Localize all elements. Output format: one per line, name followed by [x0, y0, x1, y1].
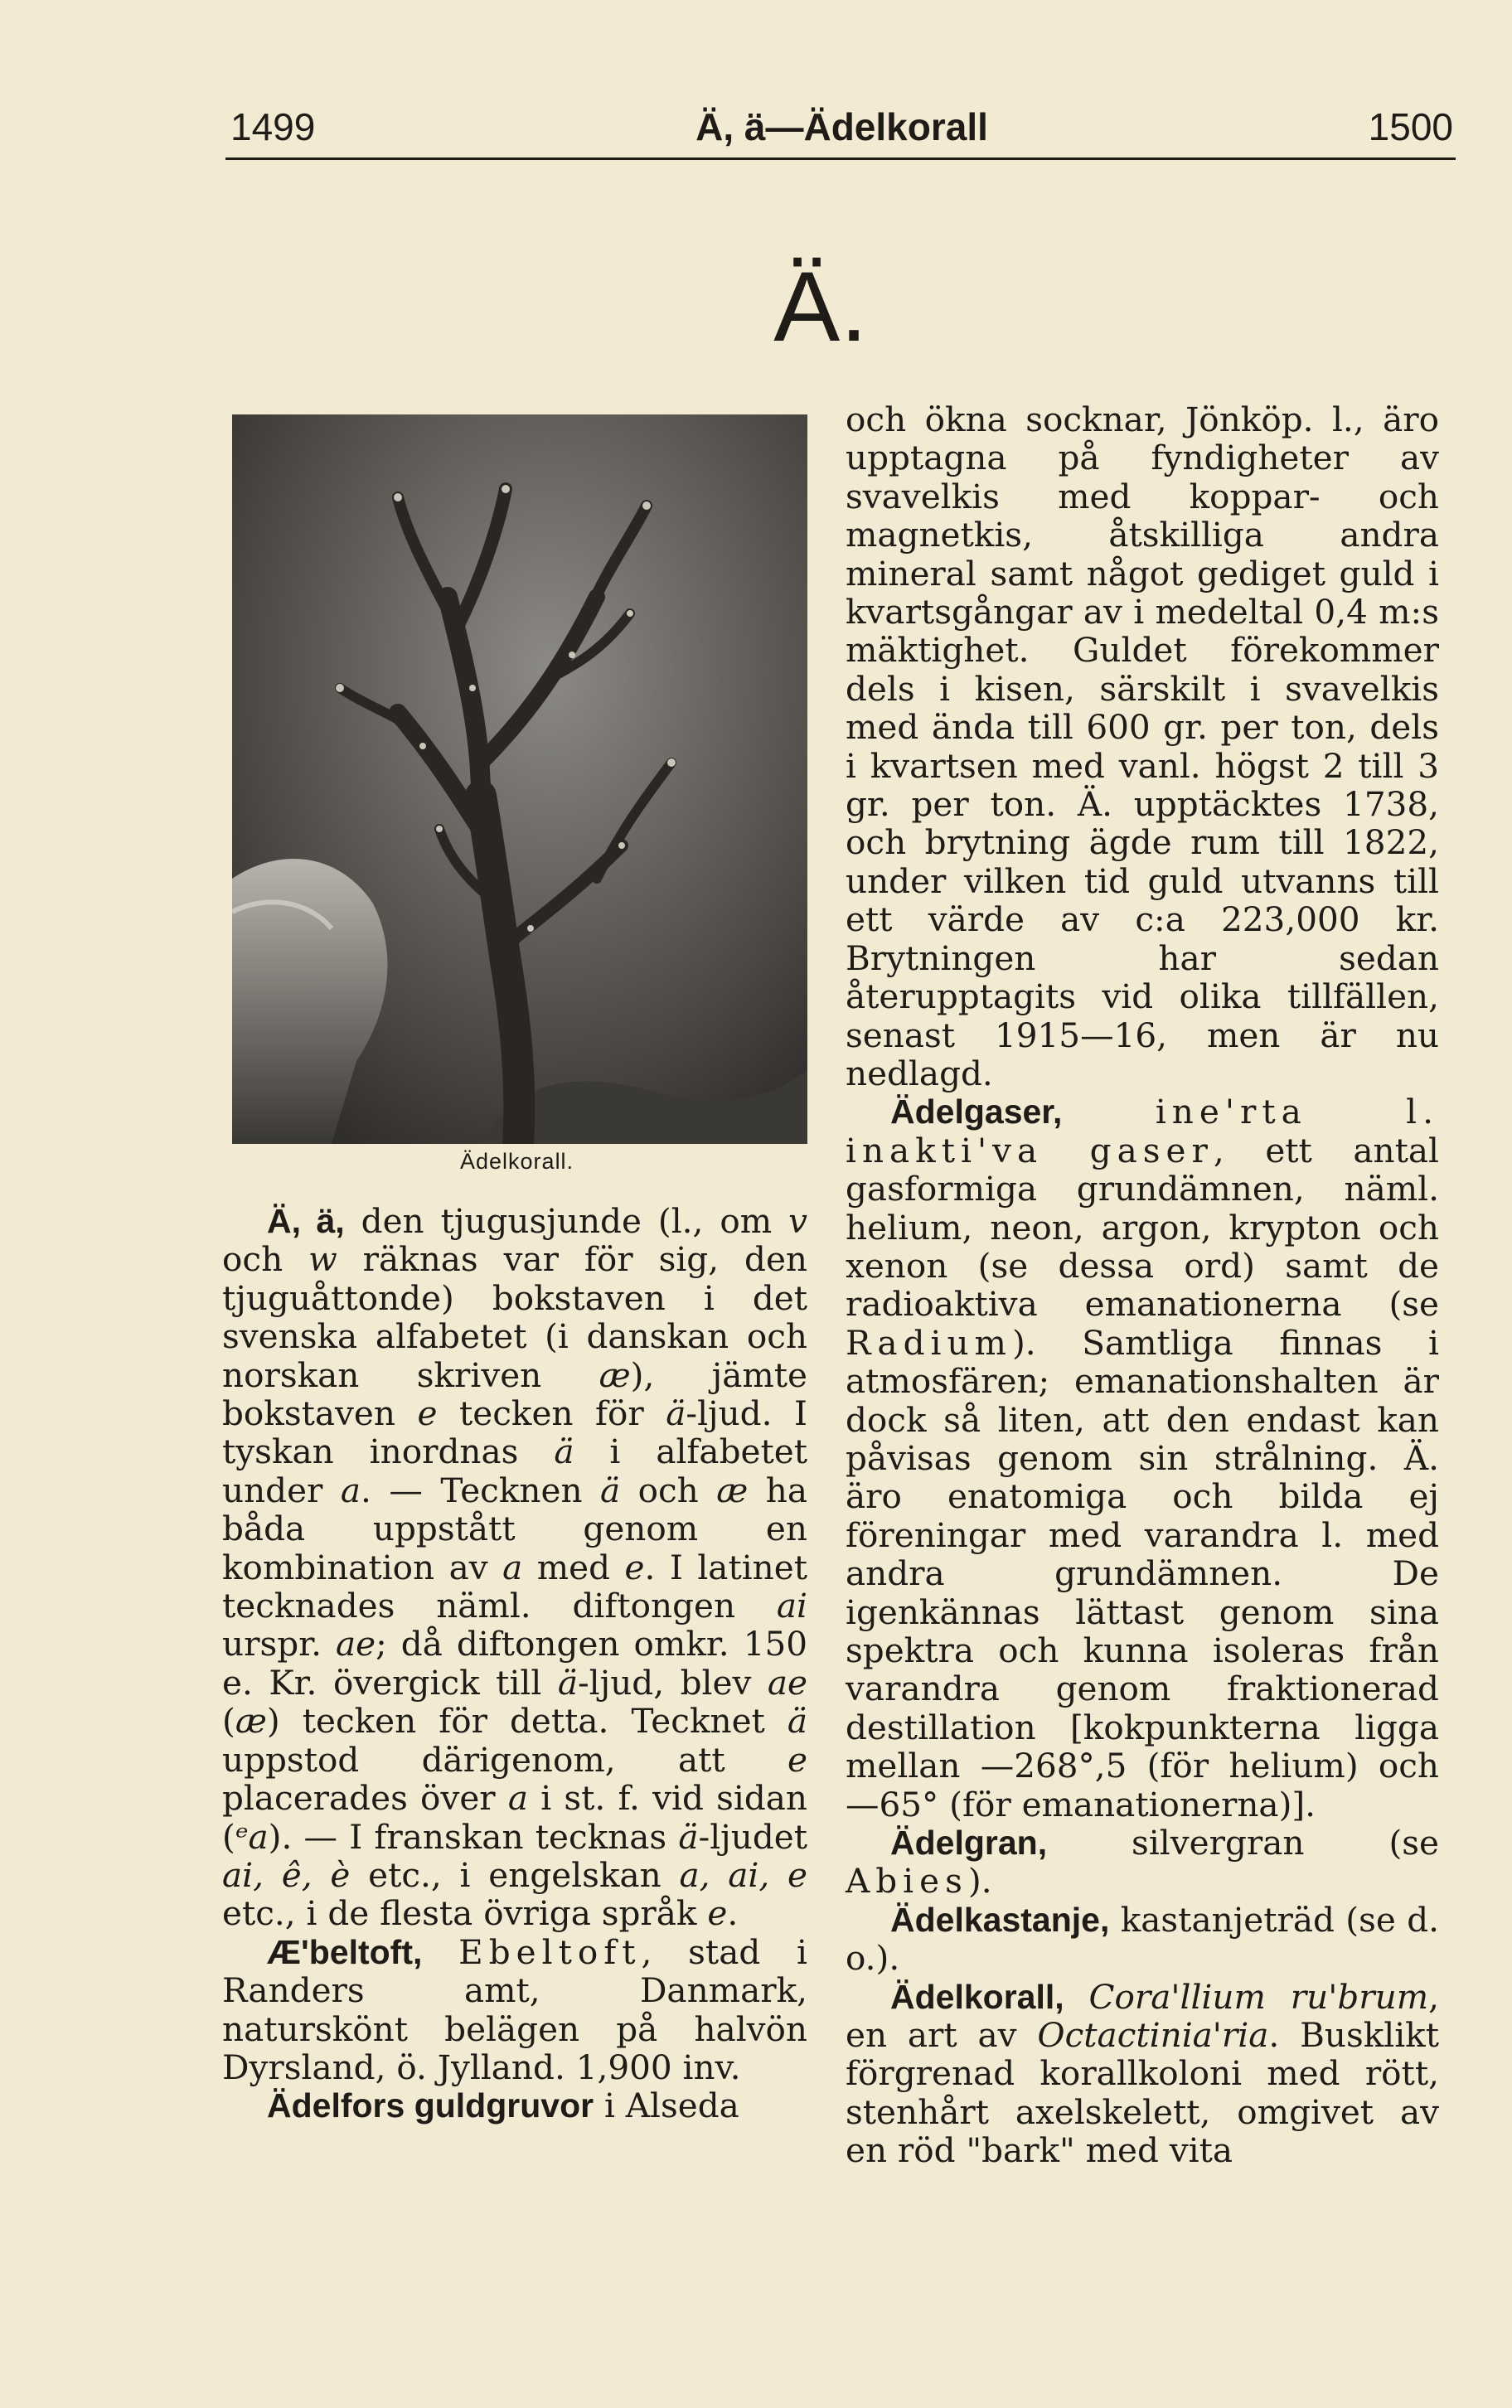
entry-text: ha båda uppstått genom en kombination av	[222, 1470, 808, 1587]
entry-text: tecken för	[437, 1393, 666, 1434]
entry-text: placerades över	[222, 1778, 508, 1819]
entry-text: i alfabetet under	[222, 1432, 807, 1510]
section-letter: Ä.	[773, 251, 868, 362]
latin-name: Cora'llium ru'brum	[1088, 1976, 1429, 2017]
entry-adelgran	[846, 1824, 1439, 1901]
entry-a-umlaut	[222, 1202, 807, 1933]
italic-term: ä	[666, 1393, 686, 1434]
entry-text: -ljudet	[698, 1816, 807, 1857]
headword: Æ'beltoft,	[267, 1932, 423, 1971]
entry-text: etc., i de flesta övriga språk	[222, 1893, 708, 1934]
left-column	[222, 1202, 807, 2125]
italic-term: ae	[335, 1624, 376, 1664]
entry-text: , ett antal gasformiga grundämnen, näml. helium, neon, argon, krypton och xenon (se dessa ord) samt de radioaktiva emanationerna (se	[846, 1130, 1440, 1325]
coral-photo	[232, 414, 807, 1144]
entry-text: -ljud. I tyskan inordnas	[222, 1393, 807, 1472]
italic-term: e	[624, 1547, 645, 1587]
entry-adelfors	[222, 2086, 807, 2125]
entry-text: ) tecken för detta. Tecknet	[266, 1701, 788, 1742]
right-column	[846, 400, 1439, 2170]
synonym-term: ine'rta l. inakti'va gaser	[846, 1092, 1440, 1170]
headword: Ädelgaser,	[890, 1093, 1063, 1131]
headword: Ädelkastanje,	[890, 1900, 1110, 1939]
entry-text: och	[620, 1470, 717, 1510]
italic-term: v	[788, 1201, 807, 1241]
page-header	[230, 98, 1453, 156]
entry-adelkorall	[846, 1978, 1439, 2170]
entry-text: .	[727, 1893, 739, 1934]
italic-term: ai	[776, 1586, 807, 1626]
entry-text: uppstod därigenom, att	[222, 1739, 788, 1780]
italic-term: ae	[767, 1662, 807, 1703]
page-number-right: 1500	[1368, 105, 1453, 148]
entry-text: i st. f. vid sidan (	[222, 1778, 807, 1857]
coral-illustration	[232, 414, 807, 1144]
italic-term: ä	[557, 1662, 578, 1703]
entry-text: i Alseda	[594, 2086, 739, 2126]
headword: Ädelfors guldgruvor	[267, 2086, 594, 2125]
entry-text: och	[222, 1239, 309, 1280]
italic-term: a	[502, 1547, 523, 1587]
entry-adelgaser	[846, 1093, 1439, 1824]
entry-text: . I latinet tecknades näml. diftongen	[222, 1547, 808, 1626]
entry-text: kastanjeträd (se d. o.).	[846, 1899, 1439, 1979]
headword: Ädelkorall,	[890, 1977, 1064, 2016]
italic-term: ä	[787, 1701, 807, 1742]
entry-text: räknas var för sig, den tjuguåttonde) bokstaven i det svenska alfabetet (i danskan och norskan skriven	[222, 1239, 807, 1395]
page-number-left: 1499	[230, 105, 316, 148]
italic-term: a	[340, 1470, 361, 1510]
italic-term: e	[707, 1893, 728, 1934]
entry-aebeltoft	[222, 1933, 807, 2087]
italic-term: ä	[678, 1816, 699, 1857]
header-rule	[225, 157, 1456, 160]
entry-text: ; då diftongen omkr. 150 e. Kr. övergick till	[222, 1624, 807, 1703]
entry-text: . — Tecknen	[361, 1470, 600, 1510]
italic-term: e	[788, 1739, 807, 1780]
italic-term: æ	[235, 1701, 267, 1742]
taxon-name: Octactinia'ria	[1037, 2015, 1269, 2056]
italic-term: æ	[598, 1354, 631, 1395]
entry-text: . Busklikt förgrenad korallkoloni med rött, stenhårt axelskelett, omgivet av en röd "bark" med vita	[846, 2015, 1439, 2171]
cross-reference: Abies	[846, 1861, 968, 1902]
headword: Ä, ä,	[267, 1202, 345, 1240]
italic-term: ᵉa	[235, 1816, 269, 1857]
italic-term: æ	[716, 1470, 749, 1510]
entry-text: etc., i engelskan	[350, 1854, 680, 1895]
italic-term: ä	[554, 1432, 574, 1472]
cross-reference: Ebeltoft	[458, 1931, 642, 1972]
entry-text: ).	[967, 1861, 992, 1902]
entry-text: den tjugusjunde (l., om	[344, 1201, 789, 1241]
entry-text: urspr.	[222, 1624, 336, 1664]
entry-adelkastanje	[846, 1901, 1439, 1978]
italic-term: ai, ê, è	[222, 1854, 351, 1895]
entry-text: -ljud, blev	[578, 1662, 768, 1703]
entry-text: med	[522, 1547, 625, 1587]
entry-continuation: och ökna socknar, Jönköp. l., äro upptagna på fyndigheter av svavelkis med koppar- och magnetkis, åtskilliga andra mineral samt något gediget guld i kvartsgångar av i medeltal 0,4 m:s mäktighet. Guldet förekommer dels i kisen, särskilt i svavelkis med ända till 600 gr. per ton, dels i kvartsen med vanl. högst 2 till 3 gr. per ton. Ä. upptäcktes 1738, och brytning ägde rum till 1822, under vilken tid guld utvanns till ett värde av c:a 223,000 kr. Brytningen har sedan återupptagits vid olika tillfällen, senast 1915—16, men är nu nedlagd.	[846, 400, 1439, 1093]
italic-term: ä	[600, 1470, 621, 1510]
entry-text: ). — I franskan tecknas	[268, 1816, 679, 1857]
italic-term: a	[507, 1778, 529, 1819]
entry-text: ), jämte bokstaven	[222, 1354, 807, 1434]
entry-text: silvergran (se	[1047, 1823, 1439, 1863]
running-title: Ä, ä—Ädelkorall	[695, 105, 988, 148]
entry-text: , stad i Randers amt, Danmark, naturskönt belägen på halvön Dyrsland, ö. Jylland. 1,900 inv.	[222, 1931, 807, 2087]
entry-text: ). Samtliga finnas i atmosfären; emanationshalten är dock så liten, att den endast kan påvisas genom sin strålning. Ä. äro enatomiga och bilda ej föreningar med varandra l. med andra grundämnen. De igenkännas lättast genom sina spektra och kunna isoleras från varandra genom fraktionerad destillation [kokpunkterna ligga mellan —268°,5 (för helium) och —65° (för emanationerna)].	[846, 1322, 1439, 1824]
italic-term: w	[308, 1239, 337, 1280]
entry-text: , en art av	[846, 1976, 1439, 2056]
figure-caption: Ädelkorall.	[460, 1149, 574, 1174]
italic-term: e	[417, 1393, 438, 1434]
cross-reference: Radium	[846, 1322, 1012, 1363]
italic-term: a, ai, e	[679, 1854, 808, 1895]
headword: Ädelgran,	[890, 1824, 1048, 1863]
entry-text: (	[222, 1701, 235, 1742]
